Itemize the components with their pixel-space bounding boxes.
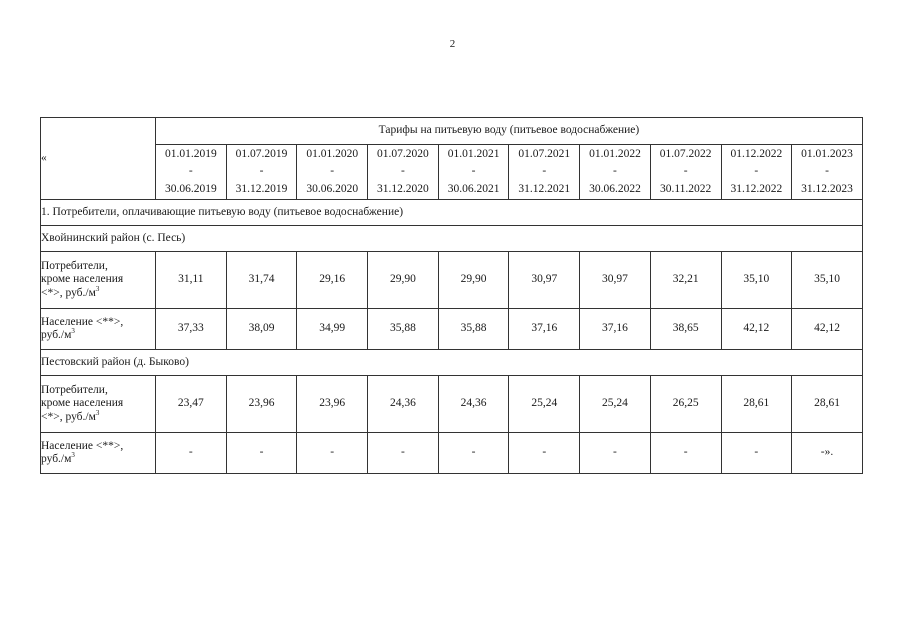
period-separator: - [259, 165, 264, 178]
period-start: 01.01.2019 [164, 148, 217, 161]
tariff-value: - [226, 433, 297, 474]
district-name: Пестовский район (д. Быково) [41, 350, 863, 376]
period-header [580, 145, 651, 200]
tariff-value: 28,61 [721, 376, 792, 433]
period-end: 31.12.2022 [730, 182, 783, 195]
period-header [721, 145, 792, 200]
tariff-value: 28,61 [792, 376, 863, 433]
tariff-value: 29,16 [297, 252, 368, 309]
section-title: 1. Потребители, оплачивающие питьевую воду (питьевое водоснабжение) [41, 200, 863, 226]
tariff-value: - [156, 433, 227, 474]
unit-superscript: 3 [95, 408, 100, 417]
header-row [41, 118, 863, 145]
period-separator: - [400, 165, 405, 178]
row-label-line [41, 284, 155, 300]
period-header [368, 145, 439, 200]
row-label-line [41, 440, 155, 453]
table-row [41, 309, 863, 350]
period-start: 01.07.2019 [235, 148, 288, 161]
tariff-value: - [650, 433, 721, 474]
row-label-text: руб./м [41, 453, 72, 465]
period-start: 01.12.2022 [730, 148, 783, 161]
district-row [41, 226, 863, 252]
table-row [41, 376, 863, 433]
period-separator: - [330, 165, 335, 178]
tariff-value: 35,88 [438, 309, 509, 350]
tariff-value: 35,10 [792, 252, 863, 309]
period-start: 01.01.2021 [447, 148, 500, 161]
unit-superscript: 3 [71, 327, 75, 336]
unit-superscript: 3 [95, 284, 100, 293]
tariff-value: 23,47 [156, 376, 227, 433]
tariff-value: 32,21 [650, 252, 721, 309]
period-separator: - [754, 165, 759, 178]
period-header [438, 145, 509, 200]
row-label-text: Потребители, [41, 260, 108, 273]
row-label [41, 252, 156, 309]
tariff-value: 25,24 [580, 376, 651, 433]
district-name: Хвойнинский район (с. Песь) [41, 226, 863, 252]
tariff-value: 37,16 [509, 309, 580, 350]
period-start: 01.01.2020 [306, 148, 359, 161]
tariff-value: 35,10 [721, 252, 792, 309]
row-label-line [41, 384, 155, 397]
period-header [297, 145, 368, 200]
period-end: 30.06.2020 [306, 182, 359, 195]
period-end: 31.12.2023 [801, 182, 853, 195]
row-label-text: кроме населения [41, 273, 124, 286]
period-header [792, 145, 863, 200]
tariff-value: 38,09 [226, 309, 297, 350]
period-separator: - [542, 165, 547, 178]
row-label-text: Потребители, [41, 384, 108, 397]
group-header: Тарифы на питьевую воду (питьевое водоснабжение) [156, 118, 863, 145]
table-row [41, 252, 863, 309]
tariff-value: 31,74 [226, 252, 297, 309]
row-label [41, 376, 156, 433]
tariff-value: 24,36 [438, 376, 509, 433]
row-label-text: <*>, руб./м [41, 410, 96, 423]
period-end: 30.06.2021 [447, 182, 500, 195]
tariff-value: 31,11 [156, 252, 227, 309]
period-separator: - [825, 165, 829, 178]
tariff-value: - [721, 433, 792, 474]
tariff-value: 29,90 [438, 252, 509, 309]
row-label-text: Население <**>, [41, 439, 124, 452]
period-header [509, 145, 580, 200]
row-label [41, 309, 156, 350]
tariff-value: 38,65 [650, 309, 721, 350]
district-row [41, 350, 863, 376]
tariff-value: - [368, 433, 439, 474]
row-label-line [41, 453, 155, 466]
row-label-line [41, 316, 155, 329]
period-separator: - [613, 165, 617, 178]
tariff-value: 30,97 [509, 252, 580, 309]
tariff-value: 35,88 [368, 309, 439, 350]
tariff-value: 29,90 [368, 252, 439, 309]
tariff-value: 37,33 [156, 309, 227, 350]
row-label-text: руб./м [41, 329, 72, 341]
period-start: 01.07.2020 [377, 148, 429, 161]
period-start: 01.07.2021 [518, 148, 571, 161]
tariff-value: - [509, 433, 580, 474]
tariff-value: -». [792, 433, 863, 474]
row-label-text: <*>, руб./м [41, 286, 96, 299]
period-end: 30.11.2022 [659, 182, 712, 195]
period-row [41, 145, 863, 200]
table-row [41, 433, 863, 474]
period-header [226, 145, 297, 200]
period-end: 31.12.2019 [235, 182, 288, 195]
period-start: 01.01.2022 [589, 148, 641, 161]
period-end: 30.06.2019 [164, 182, 217, 195]
tariff-value: 25,24 [509, 376, 580, 433]
tariff-table [40, 117, 863, 474]
tariff-value: 26,25 [650, 376, 721, 433]
period-separator: - [188, 165, 193, 178]
tariff-value: 42,12 [721, 309, 792, 350]
tariff-value: 34,99 [297, 309, 368, 350]
tariff-value: - [580, 433, 651, 474]
period-start: 01.01.2023 [801, 148, 853, 161]
section-row [41, 200, 863, 226]
tariff-value: - [438, 433, 509, 474]
row-label-text: кроме населения [41, 397, 124, 410]
tariff-value: 42,12 [792, 309, 863, 350]
period-header [156, 145, 227, 200]
period-end: 31.12.2020 [377, 182, 429, 195]
period-start: 01.07.2022 [659, 148, 712, 161]
tariff-value: 23,96 [226, 376, 297, 433]
period-header [650, 145, 721, 200]
tariff-value: 24,36 [368, 376, 439, 433]
page-number: 2 [449, 38, 456, 50]
tariff-value: - [297, 433, 368, 474]
row-label-line [41, 408, 155, 424]
row-label [41, 433, 156, 474]
row-label-line [41, 260, 155, 273]
corner-quote-mark: « [41, 118, 156, 200]
tariff-value: 30,97 [580, 252, 651, 309]
unit-superscript: 3 [71, 451, 75, 460]
row-label-line [41, 329, 155, 342]
period-end: 30.06.2022 [589, 182, 641, 195]
tariff-value: 37,16 [580, 309, 651, 350]
row-label-text: Население <**>, [41, 315, 124, 328]
period-separator: - [471, 165, 476, 178]
period-end: 31.12.2021 [518, 182, 571, 195]
tariff-value: 23,96 [297, 376, 368, 433]
period-separator: - [683, 165, 688, 178]
